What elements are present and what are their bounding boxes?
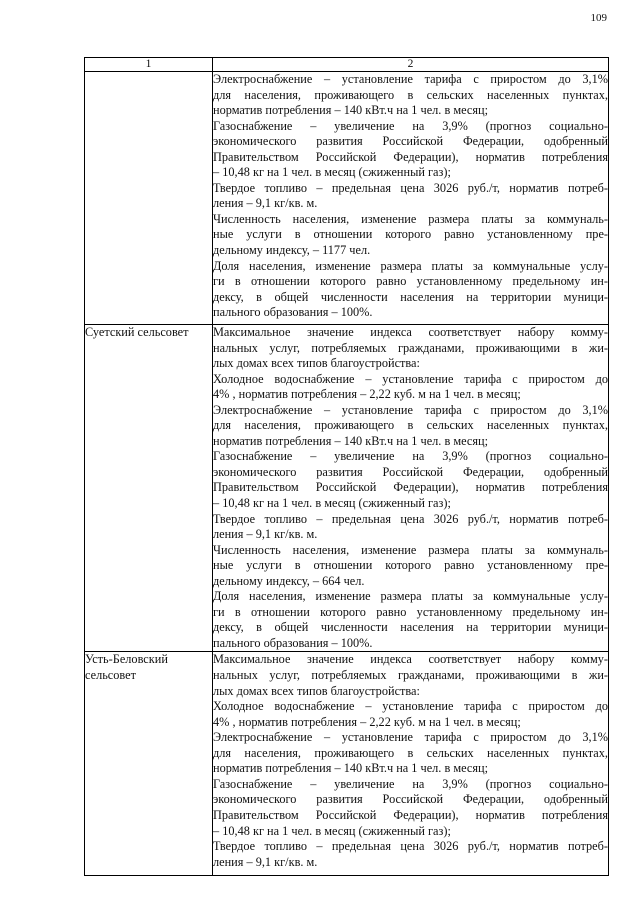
text-line: Правительством Российской Федерации), норматив потребления bbox=[213, 480, 608, 495]
description-paragraph bbox=[213, 589, 608, 651]
text-line: ления – 9,1 кг/кв. м. bbox=[213, 527, 318, 542]
text-line: дельному индексу, – 1177 чел. bbox=[213, 243, 371, 258]
description-paragraph bbox=[213, 839, 608, 870]
text-line: для населения, проживающего в сельских населенных пунктах, bbox=[213, 87, 608, 102]
text-line: пального образования – 100%. bbox=[213, 305, 373, 320]
text-line: лых домах всех типов благоустройства: bbox=[213, 683, 420, 698]
description-paragraph bbox=[213, 72, 608, 119]
text-line: Холодное водоснабжение – установление тарифа с приростом до bbox=[213, 371, 608, 386]
text-line: Газоснабжение – увеличение на 3,9% (прогноз социально- bbox=[213, 449, 608, 464]
text-line: экономического развития Российской Федерации, одобренный bbox=[213, 792, 608, 807]
tariff-table bbox=[84, 57, 609, 876]
text-line: Доля населения, изменение размера платы за коммунальные услу- bbox=[213, 589, 608, 604]
row-description bbox=[213, 652, 609, 876]
text-line: ные услуги в отношении которого равно установленному пре- bbox=[213, 558, 608, 573]
text-line: Правительством Российской Федерации), норматив потребления bbox=[213, 149, 608, 164]
text-line: ные услуги в отношении которого равно установленному пре- bbox=[213, 227, 608, 242]
text-line: ги в отношении которого равно установленному предельному ин- bbox=[213, 604, 608, 619]
text-line: Твердое топливо – предельная цена 3026 руб./т, норматив потреб- bbox=[213, 511, 608, 526]
text-line: – 10,48 кг на 1 чел. в месяц (сжиженный газ); bbox=[213, 496, 451, 511]
text-line: пального образования – 100%. bbox=[213, 635, 373, 650]
description-paragraph bbox=[213, 372, 608, 403]
table-row bbox=[85, 72, 609, 325]
text-line: Твердое топливо – предельная цена 3026 руб./т, норматив потреб- bbox=[213, 180, 608, 195]
text-line: Электроснабжение – установление тарифа с приростом до 3,1% bbox=[213, 72, 608, 86]
text-line: Газоснабжение – увеличение на 3,9% (прогноз социально- bbox=[213, 118, 608, 133]
table-row bbox=[85, 652, 609, 876]
text-line: Максимальное значение индекса соответствует набору комму- bbox=[213, 652, 608, 667]
text-line: норматив потребления – 140 кВт.ч на 1 чел. в месяц; bbox=[213, 761, 488, 776]
text-line: Максимальное значение индекса соответствует набору комму- bbox=[213, 325, 608, 339]
text-line: норматив потребления – 140 кВт.ч на 1 чел. в месяц; bbox=[213, 103, 488, 118]
description-paragraph bbox=[213, 543, 608, 590]
description-paragraph bbox=[213, 119, 608, 181]
description-paragraph bbox=[213, 449, 608, 511]
text-line: лых домах всех типов благоустройства: bbox=[213, 356, 420, 371]
municipality-name: Усть-Беловский сельсовет bbox=[85, 652, 213, 876]
text-line: Численность населения, изменение размера платы за коммуналь- bbox=[213, 542, 608, 557]
text-line: 4% , норматив потребления – 2,22 куб. м на 1 чел. в месяц; bbox=[213, 714, 521, 729]
text-line: ления – 9,1 кг/кв. м. bbox=[213, 196, 318, 211]
text-line: Правительством Российской Федерации), норматив потребления bbox=[213, 807, 608, 822]
text-line: дельному индексу, – 664 чел. bbox=[213, 573, 365, 588]
text-line: Доля населения, изменение размера платы за коммунальные услу- bbox=[213, 258, 608, 273]
text-line: Численность населения, изменение размера платы за коммуналь- bbox=[213, 211, 608, 226]
text-line: для населения, проживающего в сельских населенных пунктах, bbox=[213, 418, 608, 433]
description-paragraph bbox=[213, 512, 608, 543]
text-line: экономического развития Российской Федерации, одобренный bbox=[213, 134, 608, 149]
text-line: Холодное водоснабжение – установление тарифа с приростом до bbox=[213, 699, 608, 714]
text-line: – 10,48 кг на 1 чел. в месяц (сжиженный газ); bbox=[213, 823, 451, 838]
text-line: Газоснабжение – увеличение на 3,9% (прогноз социально- bbox=[213, 776, 608, 791]
text-line: норматив потребления – 140 кВт.ч на 1 чел. в месяц; bbox=[213, 433, 488, 448]
page-number: 109 bbox=[590, 12, 607, 24]
description-paragraph bbox=[213, 403, 608, 450]
text-line: экономического развития Российской Федерации, одобренный bbox=[213, 464, 608, 479]
text-line: Твердое топливо – предельная цена 3026 руб./т, норматив потреб- bbox=[213, 839, 608, 854]
header-col-1: 1 bbox=[85, 58, 213, 72]
text-line: нальных услуг, потребляемых гражданами, проживающими в жи- bbox=[213, 340, 608, 355]
description-paragraph bbox=[213, 259, 608, 321]
text-line: Электроснабжение – установление тарифа с приростом до 3,1% bbox=[213, 402, 608, 417]
text-line: 4% , норматив потребления – 2,22 куб. м на 1 чел. в месяц; bbox=[213, 387, 521, 402]
description-paragraph bbox=[213, 181, 608, 212]
text-line: нальных услуг, потребляемых гражданами, проживающими в жи- bbox=[213, 668, 608, 683]
description-paragraph bbox=[213, 652, 608, 699]
description-paragraph bbox=[213, 777, 608, 839]
description-paragraph bbox=[213, 730, 608, 777]
text-line: – 10,48 кг на 1 чел. в месяц (сжиженный газ); bbox=[213, 165, 451, 180]
row-description bbox=[213, 325, 609, 652]
text-line: ления – 9,1 кг/кв. м. bbox=[213, 854, 318, 869]
text-line: для населения, проживающего в сельских населенных пунктах, bbox=[213, 745, 608, 760]
row-description bbox=[213, 72, 609, 325]
text-line: дексу, в общей численности населения на территории муници- bbox=[213, 289, 608, 304]
table-row bbox=[85, 325, 609, 652]
text-line: Электроснабжение – установление тарифа с приростом до 3,1% bbox=[213, 730, 608, 745]
table-header-row bbox=[85, 58, 609, 72]
municipality-name bbox=[85, 72, 213, 325]
header-col-2: 2 bbox=[213, 58, 609, 72]
text-line: ги в отношении которого равно установленному предельному ин- bbox=[213, 274, 608, 289]
description-paragraph bbox=[213, 699, 608, 730]
description-paragraph bbox=[213, 325, 608, 372]
text-line: дексу, в общей численности населения на территории муници- bbox=[213, 620, 608, 635]
municipality-name: Суетский сельсовет bbox=[85, 325, 213, 652]
description-paragraph bbox=[213, 212, 608, 259]
